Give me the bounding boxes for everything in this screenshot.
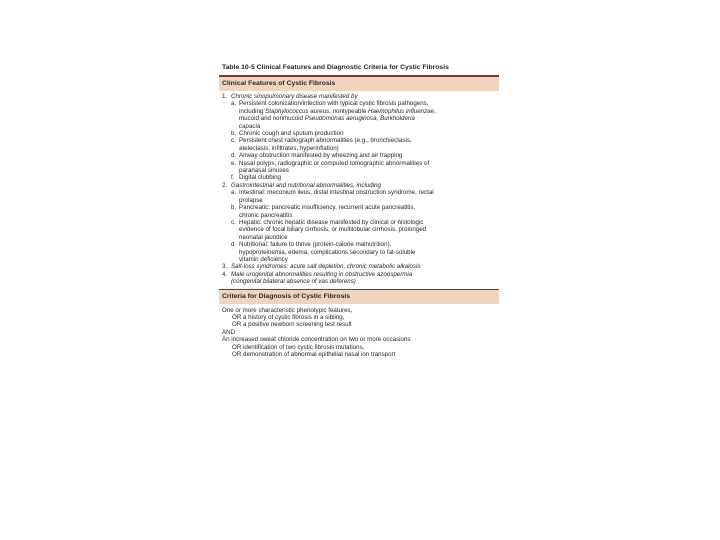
item-1c-cont: atelectasis, infiltrates, hyperinflation) [239, 144, 339, 152]
pathogen-name: Haemophilus influenzae [368, 107, 435, 115]
item-2c-cont: neonatal jaundice [239, 233, 288, 241]
item-text: Digital clubbing [239, 174, 281, 182]
item-2b [222, 204, 496, 211]
item-text: Hepatic: chronic hepatic disease manifested by clinical or histologic [239, 218, 424, 226]
item-1a-cont [222, 123, 496, 130]
item-1b [222, 130, 496, 137]
item-text: Chronic cough and sputum production [239, 130, 344, 138]
item-2d-cont: hypoproteinemia, edema, complications secondary to fat-soluble [239, 248, 416, 256]
item-text: , [376, 115, 381, 123]
item-text: , [434, 107, 436, 115]
item-1e [222, 160, 496, 167]
item-1e-cont: paranasal sinuses [239, 167, 289, 175]
item-number: 4. [222, 270, 228, 278]
item-2c-cont: evidence of focal biliary cirrhosis, or multilobular cirrhosis, prolonged [239, 226, 427, 234]
criteria-line: OR a positive newborn screening test result [232, 321, 352, 329]
item-1f [222, 174, 496, 181]
item-2a [222, 189, 496, 196]
item-1c [222, 137, 496, 144]
pathogen-name: Pseudomonas aeruginosa [304, 115, 377, 123]
clinical-features-table [219, 59, 499, 476]
item-heading-text: Male urogenital abnormalities resulting in obstructive azoospermia [231, 270, 413, 278]
criteria-header: Criteria for Diagnosis of Cystic Fibrosis [219, 289, 499, 304]
item-text: Pancreatic: pancreatic insufficiency, recurrent acute pancreatitis, [239, 204, 416, 212]
item-heading-text: Salt-loss syndromes: acute salt depletion, chronic metabolic alkalosis [231, 263, 421, 271]
item-letter: e. [231, 159, 237, 167]
item-text: Nasal polyps; radiographic or computed tomographic abnormalities of [239, 159, 430, 167]
table-title: Table 10-5 Clinical Features and Diagnostic Criteria for Cystic Fibrosis [222, 64, 449, 71]
item-text: mucoid and nonmucoid [239, 115, 305, 123]
item-text: Airway obstruction manifested by wheezing and air trapping [239, 152, 403, 160]
item-2b-cont: chronic pancreatitis [239, 211, 293, 219]
pathogen-name: Burkholderia [380, 115, 415, 123]
item-1a-cont [222, 115, 496, 122]
item-text: Persistent chest radiograph abnormalities (e.g., bronchiectasis, [239, 137, 412, 145]
item-text: Persistent colonization/infection with typical cystic fibrosis pathogens, [239, 100, 429, 108]
item-1a-cont [222, 108, 496, 115]
item-letter: a. [231, 100, 237, 108]
item-4-cont: (congenital bilateral absence of vas deferens) [231, 278, 356, 286]
item-1-heading [222, 93, 496, 100]
item-2d [222, 241, 496, 248]
clinical-features-header: Clinical Features of Cystic Fibrosis [219, 75, 499, 91]
criteria-line: OR identification of two cystic fibrosis mutations, [232, 343, 365, 351]
item-3 [222, 263, 496, 270]
item-letter: d. [231, 152, 237, 160]
item-number: 1. [222, 93, 228, 100]
criteria-list [219, 304, 499, 359]
item-text: including [239, 107, 266, 115]
item-text: , nontypeable [329, 107, 369, 115]
item-number: 2. [222, 181, 228, 189]
item-letter: b. [231, 130, 237, 138]
item-text: Intestinal: meconium ileus, distal intestinal obstruction syndrome, rectal [239, 189, 434, 197]
criteria-line: OR a history of cystic fibrosis in a sibling, [232, 313, 345, 321]
item-text: Nutritional: failure to thrive (protein-calorie malnutrition), [239, 241, 392, 249]
pathogen-name: capacia [239, 122, 261, 130]
item-heading-text: Gastrointestinal and nutritional abnormalities, including [231, 181, 381, 189]
item-letter: b. [231, 204, 237, 212]
item-2c [222, 219, 496, 226]
criteria-and: AND [222, 328, 236, 336]
item-letter: d. [231, 241, 237, 249]
item-2-heading [222, 182, 496, 189]
item-letter: a. [231, 189, 237, 197]
item-2d-cont: vitamin deficiency [239, 255, 288, 263]
pathogen-name: Staphylococcus aureus [265, 107, 330, 115]
clinical-features-list [219, 91, 499, 286]
criteria-line: An increased sweat chloride concentration on two or more occasions [222, 336, 411, 344]
item-number: 3. [222, 263, 228, 271]
item-1d [222, 152, 496, 159]
item-heading-text: Chronic sinopulmonary disease manifested by [231, 93, 358, 100]
item-4 [222, 271, 496, 278]
criteria-line: One or more characteristic phenotypic features, [222, 306, 353, 314]
item-1a [222, 100, 496, 107]
item-2a-cont: prolapse [239, 196, 263, 204]
item-letter: c. [231, 137, 236, 145]
item-letter: c. [231, 218, 236, 226]
criteria-line: OR demonstration of abnormal epithelial nasal ion transport [232, 351, 396, 358]
item-letter: f. [231, 174, 235, 182]
